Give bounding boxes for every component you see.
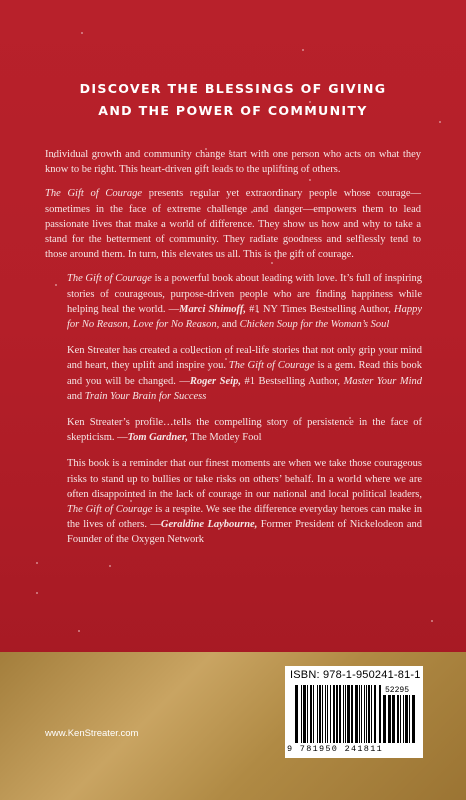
body-copy (45, 147, 421, 559)
paper-speck (109, 565, 111, 567)
quote-text: is a gem. Read this book and you will be changed. — (67, 360, 422, 387)
barcode-bar (392, 695, 395, 743)
barcode-bar (317, 685, 318, 743)
website-url: www.KenStreater.com (45, 728, 139, 739)
quote-book: Train Your Brain for Success (84, 390, 207, 402)
barcode-label (285, 666, 423, 758)
barcode-bar (355, 685, 358, 743)
barcode-bar (412, 695, 415, 743)
barcode-bar (336, 685, 338, 743)
paper-speck (78, 630, 80, 632)
barcode-bar (339, 685, 341, 743)
price-addon-barcode (383, 695, 417, 743)
quote-credit: Former President of Nickelodeon and Founder of the Oxygen Network (67, 519, 422, 546)
barcode-bar (345, 685, 346, 743)
book-title: The Gift of Courage (45, 188, 143, 200)
quote-text: is a powerful book about leading with love. It’s full of inspiring stories of courageous, purpose-driven people who are finding happiness while helping heal the world. — (67, 273, 422, 315)
barcode-bar (313, 685, 314, 743)
barcode-bar (295, 685, 298, 743)
barcode-bar (403, 695, 404, 743)
paper-speck (36, 592, 38, 594)
headline-line-1: DISCOVER THE BLESSINGS OF GIVING (79, 81, 387, 96)
quote-author: Marci Shimoff, (179, 303, 246, 315)
barcode-bar (388, 695, 391, 743)
paper-speck (81, 32, 83, 34)
quote-book: Happy for No Reason, Love for No Reason, (67, 303, 422, 331)
book-title: The Gift of Courage (67, 504, 153, 516)
barcode-bar (330, 685, 331, 743)
intro-paragraph-1: Individual growth and community change start with one person who acts on what they know to be right. This heart-driven gift leads to the uplifting of others. (45, 149, 421, 176)
book-title: The Gift of Courage (67, 273, 152, 285)
endorsement-marci-shimoff (67, 271, 422, 332)
barcode-bar (368, 685, 370, 743)
barcode-bar (325, 685, 326, 743)
barcode-bar (307, 685, 308, 743)
barcode-bar (400, 695, 401, 743)
quote-credit: The Motley Fool (187, 432, 262, 444)
barcode-bar (310, 685, 312, 743)
quote-text: This book is a reminder that our finest moments are when we take those courageous risks to stand up to bullies or take risks on others’ behalf. In a world where we are often disappointed in the lack of courage in our national and local political leaders, (67, 458, 422, 500)
quote-text: Ken Streater has created a collection of real-life stories that not only grip your mind and heart, they uplift and inspire you. (67, 345, 422, 372)
barcode-bar (319, 685, 321, 743)
paper-speck (36, 562, 38, 564)
endorsement-geraldine-laybourne (67, 456, 422, 547)
barcode-bar (409, 695, 410, 743)
book-title: The Gift of Courage (228, 360, 315, 372)
quote-book: Master Your Mind (343, 375, 423, 387)
endorsement-roger-seip (67, 343, 422, 404)
headline-line-2: AND THE POWER OF COMMUNITY (98, 103, 368, 118)
barcode-bar (322, 685, 323, 743)
barcode-bar (379, 685, 381, 743)
headline (0, 78, 466, 122)
barcode-bar (301, 685, 302, 743)
quote-book: Chicken Soup for the Woman’s Soul (239, 319, 390, 331)
quote-credit: #1 Bestselling Author, (240, 375, 344, 387)
barcode-bar (371, 685, 372, 743)
quote-credit: #1 NY Times Bestselling Author, (245, 303, 394, 315)
barcode-bar (351, 685, 353, 743)
quote-author: Geraldine Laybourne, (160, 519, 258, 531)
price-code: 52295 (385, 686, 410, 695)
intro-paragraph-2-text: presents regular yet extraordinary people whose courage—sometimes in the face of extreme challenge and danger—empowers them to lead passionate lives that make a world of difference. They show us how and why to take a stand for the betterment of community. They radiate goodness and selflessly tend to those around them. In turn, this elevates us all. This is the gift of courage. (45, 188, 421, 261)
quote-credit: and (67, 390, 85, 402)
barcode-bar (397, 695, 399, 743)
barcode-bar (374, 685, 376, 743)
barcode-bar (343, 685, 344, 743)
quote-author: Tom Gardner, (127, 432, 188, 444)
barcode-digits: 9 781950 241811 (287, 744, 384, 754)
barcode-bar (366, 685, 367, 743)
barcode-bar (333, 685, 335, 743)
quote-credit: and (219, 319, 240, 331)
isbn-text: ISBN: 978-1-950241-81-1 (290, 669, 421, 681)
quote-author: Roger Seip, (189, 375, 241, 387)
barcode-bar (359, 685, 360, 743)
barcode-bar (361, 685, 362, 743)
barcode-bar (405, 695, 408, 743)
endorsement-tom-gardner (67, 415, 422, 445)
barcode-bar (347, 685, 350, 743)
ean-barcode (295, 685, 381, 743)
barcode-bar (383, 695, 386, 743)
paper-speck (302, 49, 304, 51)
paper-speck (431, 620, 433, 622)
barcode-bar (364, 685, 365, 743)
barcode-bar (303, 685, 306, 743)
quote-text: Ken Streater’s profile…tells the compelling story of persistence in the face of skepticism. — (67, 417, 422, 444)
barcode-bar (327, 685, 328, 743)
quote-text: is a respite. We see the difference everyday heroes can make in the lives of others. — (67, 504, 422, 531)
intro-paragraph-2 (45, 186, 421, 262)
